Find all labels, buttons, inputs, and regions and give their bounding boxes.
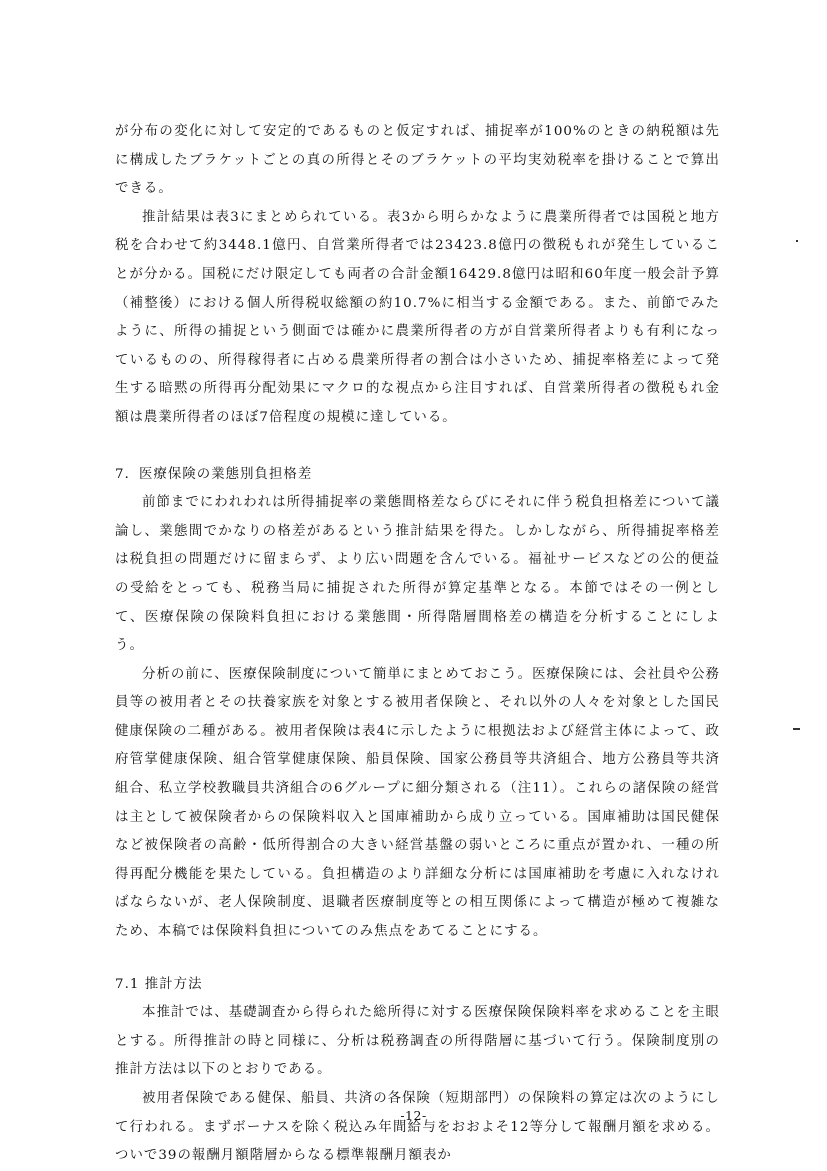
section-gap — [115, 433, 720, 461]
paragraph-medical-insurance-overview: 分析の前に、医療保険制度について簡単にまとめておこう。医療保険には、会社員や公務員等の被用者とその扶養家族を対象とする被用者保険と、それ以外の人々を対象とした国民健康保険の二種がある。被用者保険は表4に示したように根拠法および経営主体によって、政府管掌健康保険、組合管掌健康保険、船員保険、国家公務員等共済組合、地方公務員等共済組合、私立学校教職員共済組合の6グループに細分類される（注11）。これらの諸保険の経営は主として被保険者からの保険料収入と国庫補助から成り立っている。国庫補助は国民健保など被保険者の高齢・低所得割合の大きい経営基盤の弱いところに重点が置かれ、一種の所得再配分機能を果たしている。負担構造のより詳細な分析には国庫補助を考慮に入れなければならないが、老人保険制度、退職者医療制度等との相互関係によって構造が極めて複雑なため、本稿では保険料負担についてのみ焦点をあてることにする。 — [115, 666, 720, 940]
scan-speck — [796, 240, 798, 242]
scan-speck — [793, 728, 800, 730]
paragraph-premium-calculation: 被用者保険である健保、船員、共済の各保険（短期部門）の保険料の算定は次のようにして行われる。まずボーナスを除く税込み年間給与をおおよそ12等分して報酬月額を求める。ついで39の報酬月額階層からなる標準報酬月額表か — [115, 1091, 720, 1164]
paragraph-estimation-method: 本推計では、基礎調査から得られた総所得に対する医療保険保険料率を求めることを主眼とする。所得推計の時と同様に、分析は税務調査の所得階層に基づいて行う。保険制度別の推計方法は以下のとおりである。 — [115, 1005, 720, 1078]
paragraph-section7-intro: 前節までにわれわれは所得捕捉率の業態間格差ならびにそれに伴う税負担格差について議論し、業態間でかなりの格差があるという推計結果を得た。しかしながら、所得捕捉率格差は税負担の問題だけに留まらず、より広い問題を含んでいる。福祉サービスなどの公的便益の受給をとっても、税務当局に捕捉された所得が算定基準となる。本節ではその一例として、医療保険の保険料負担における業態間・所得階層間格差の構造を分析することにしよう。 — [115, 495, 720, 654]
page-number: -12- — [400, 1108, 427, 1123]
paragraph-continued: が分布の変化に対して安定的であるものと仮定すれば、捕捉率が100%のときの納税額は先に構成したブラケットごとの真の所得とそのブラケットの平均実効税率を掛けることで算出できる。 — [115, 124, 720, 197]
section-gap — [115, 947, 720, 971]
page-body — [115, 118, 720, 1171]
paragraph-estimation-results: 推計結果は表3にまとめられている。表3から明らかなように農業所得者では国税と地方税を合わせて約3448.1億円、自営業所得者では23423.8億円の徴税もれが発生していることが分かる。国税にだけ限定しても両者の合計金額16429.8億円は昭和60年度一般会計予算（補整後）における個人所得税収総額の約10.7%に相当する金額である。また、前節でみたように、所得の捕捉という側面では確かに農業所得者の方が自営業所得者よりも有利になっているものの、所得稼得者に占める農業所得者の割合は小さいため、捕捉率格差によって発生する暗黙の所得再分配効果にマクロ的な視点から注目すれば、自営業所得者の徴税もれ金額は農業所得者のほぼ7倍程度の規模に達している。 — [115, 209, 720, 425]
section-heading-7: 7．医療保険の業態別負担格差 — [115, 466, 313, 482]
subsection-heading-7-1: 7.1 推計方法 — [115, 976, 203, 992]
